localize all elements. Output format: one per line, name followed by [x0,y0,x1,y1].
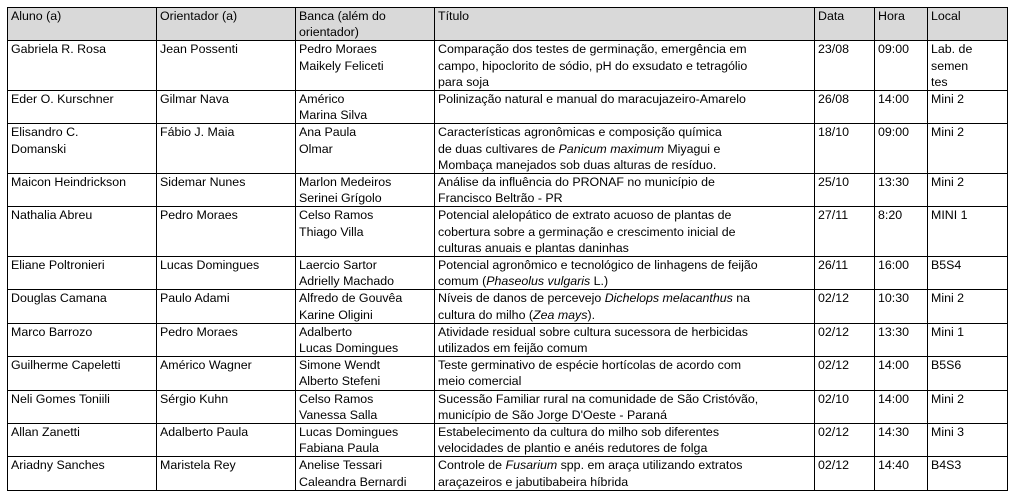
cell-local: MINI 1 [928,207,1008,257]
cell-orientador: Paulo Adami [157,290,296,323]
cell-hora: 14:00 [875,357,928,390]
cell-banca: Ana Paula Olmar [296,124,435,174]
table-row [8,124,1008,174]
cell-titulo: Características agronômicas e composição química de duas cultivares de Panicum maximum Miyagui e Mombaça manejados sob duas alturas de resíduo. [435,124,815,174]
cell-local: Lab. de semen tes [928,41,1008,91]
cell-aluno: Elisandro C. Domanski [8,124,157,174]
cell-hora: 14:00 [875,91,928,124]
cell-banca: Celso Ramos Thiago Villa [296,207,435,257]
cell-aluno: Nathalia Abreu [8,207,157,257]
header-titulo: Título [435,8,815,41]
cell-banca: Celso Ramos Vanessa Salla [296,390,435,423]
cell-aluno: Allan Zanetti [8,424,157,457]
cell-aluno: Douglas Camana [8,290,157,323]
cell-data: 26/11 [815,257,875,290]
cell-banca: Marlon Medeiros Serinei Grígolo [296,174,435,207]
scientific-name: Panicum maximum [558,141,664,156]
cell-local: Mini 2 [928,91,1008,124]
cell-hora: 16:00 [875,257,928,290]
cell-local: B5S4 [928,257,1008,290]
cell-data: 27/11 [815,207,875,257]
cell-aluno: Gabriela R. Rosa [8,41,157,91]
table-row [8,207,1008,257]
cell-data: 02/12 [815,457,875,490]
cell-titulo: Análise da influência do PRONAF no município de Francisco Beltrão - PR [435,174,815,207]
cell-titulo: Controle de Fusarium spp. em araça utilizando extratos araçazeiros e jabutibabeira híbrida [435,457,815,490]
cell-orientador: Adalberto Paula [157,424,296,457]
cell-titulo: Comparação dos testes de germinação, emergência em campo, hipoclorito de sódio, pH do exsudato e tetragólio para soja [435,41,815,91]
cell-local: Mini 1 [928,323,1008,356]
cell-data: 02/12 [815,357,875,390]
cell-data: 02/10 [815,390,875,423]
cell-banca: Lucas Domingues Fabiana Paula [296,424,435,457]
header-row [8,8,1008,41]
cell-orientador: Pedro Moraes [157,323,296,356]
header-local: Local [928,8,1008,41]
header-orientador: Orientador (a) [157,8,296,41]
cell-orientador: Sérgio Kuhn [157,390,296,423]
cell-hora: 14:40 [875,457,928,490]
cell-local: B5S6 [928,357,1008,390]
cell-orientador: Maristela Rey [157,457,296,490]
scientific-name: Dichelops melacanthus [604,291,733,306]
cell-data: 26/08 [815,91,875,124]
cell-local: Mini 2 [928,390,1008,423]
cell-local: B4S3 [928,457,1008,490]
cell-hora: 13:30 [875,323,928,356]
table-row [8,457,1008,490]
cell-data: 02/12 [815,290,875,323]
cell-hora: 14:30 [875,424,928,457]
header-data: Data [815,8,875,41]
cell-orientador: Gilmar Nava [157,91,296,124]
cell-data: 25/10 [815,174,875,207]
cell-banca: Américo Marina Silva [296,91,435,124]
cell-local: Mini 2 [928,290,1008,323]
cell-aluno: Eliane Poltronieri [8,257,157,290]
cell-local: Mini 2 [928,174,1008,207]
cell-titulo: Estabelecimento da cultura do milho sob diferentes velocidades de plantio e anéis redutores de folga [435,424,815,457]
cell-banca: Simone Wendt Alberto Stefeni [296,357,435,390]
cell-aluno: Ariadny Sanches [8,457,157,490]
cell-titulo: Atividade residual sobre cultura sucessora de herbicidas utilizados em feijão comum [435,323,815,356]
defense-schedule-table [7,7,1008,491]
cell-hora: 13:30 [875,174,928,207]
cell-titulo: Teste germinativo de espécie hortícolas de acordo com meio comercial [435,357,815,390]
table-row [8,357,1008,390]
cell-data: 02/12 [815,323,875,356]
scientific-name: Zea mays [533,307,588,322]
header-hora: Hora [875,8,928,41]
cell-banca: Pedro Moraes Maikely Feliceti [296,41,435,91]
cell-orientador: Pedro Moraes [157,207,296,257]
scientific-name: Phaseolus vulgaris [486,274,591,289]
cell-local: Mini 3 [928,424,1008,457]
cell-aluno: Neli Gomes Toniili [8,390,157,423]
cell-orientador: Lucas Domingues [157,257,296,290]
cell-orientador: Jean Possenti [157,41,296,91]
cell-banca: Alfredo de Gouvêa Karine Oligini [296,290,435,323]
table-row [8,390,1008,423]
cell-hora: 09:00 [875,124,928,174]
cell-titulo: Polinização natural e manual do maracujazeiro-Amarelo [435,91,815,124]
table-row [8,91,1008,124]
cell-banca: Adalberto Lucas Domingues [296,323,435,356]
cell-hora: 8:20 [875,207,928,257]
table-row [8,323,1008,356]
table-row [8,174,1008,207]
cell-data: 23/08 [815,41,875,91]
cell-hora: 14:00 [875,390,928,423]
cell-hora: 09:00 [875,41,928,91]
cell-banca: Laercio Sartor Adrielly Machado [296,257,435,290]
cell-hora: 10:30 [875,290,928,323]
cell-titulo: Potencial agronômico e tecnológico de linhagens de feijão comum (Phaseolus vulgaris L.) [435,257,815,290]
cell-orientador: Américo Wagner [157,357,296,390]
scientific-name: Fusarium [505,458,558,473]
cell-aluno: Marco Barrozo [8,323,157,356]
cell-data: 18/10 [815,124,875,174]
cell-orientador: Sidemar Nunes [157,174,296,207]
cell-local: Mini 2 [928,124,1008,174]
table-row [8,424,1008,457]
cell-aluno: Guilherme Capeletti [8,357,157,390]
cell-aluno: Eder O. Kurschner [8,91,157,124]
table-row [8,41,1008,91]
table-row [8,257,1008,290]
cell-banca: Anelise Tessari Caleandra Bernardi [296,457,435,490]
cell-data: 02/12 [815,424,875,457]
cell-titulo: Potencial alelopático de extrato acuoso de plantas de cobertura sobre a germinação e crescimento inicial de culturas anuais e plantas daninhas [435,207,815,257]
header-aluno: Aluno (a) [8,8,157,41]
cell-orientador: Fábio J. Maia [157,124,296,174]
cell-aluno: Maicon Heindrickson [8,174,157,207]
header-banca: Banca (além do orientador) [296,8,435,41]
cell-titulo: Níveis de danos de percevejo Dichelops melacanthus na cultura do milho (Zea mays). [435,290,815,323]
cell-titulo: Sucessão Familiar rural na comunidade de São Cristóvão, município de São Jorge D'Oeste - Paraná [435,390,815,423]
table-row [8,290,1008,323]
